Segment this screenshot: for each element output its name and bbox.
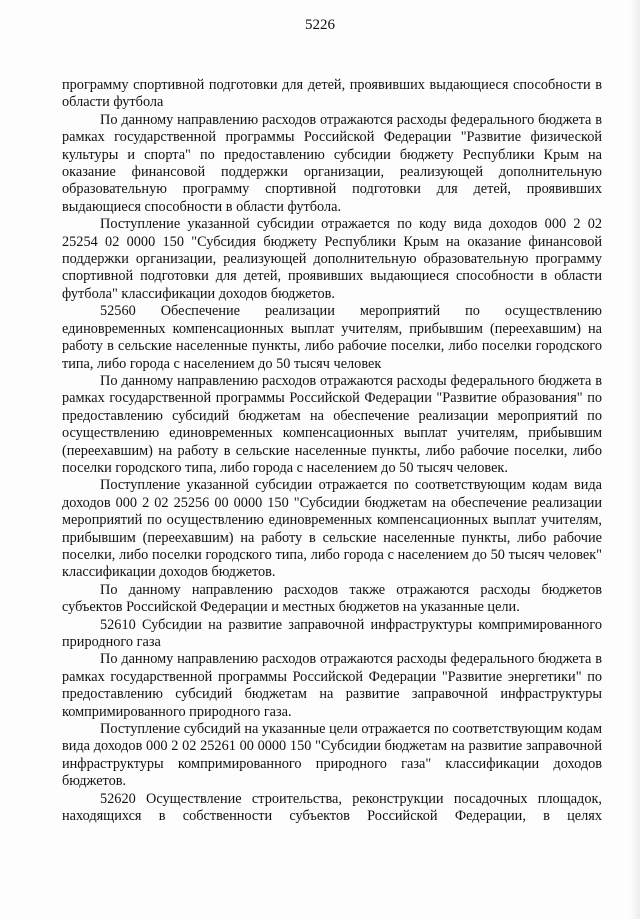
section-heading-52620: 52620 Осуществление строительства, реконструкции посадочных площадок, находящихся в собственности субъектов Российской Федерации, в целях	[62, 790, 602, 825]
paragraph: Поступление указанной субсидии отражается по соответствующим кодам вида доходов 000 2 02 25256 00 0000 150 "Субсидии бюджетам на обеспечение реализации мероприятий по осуществлению единовременных компенсационных выплат учителям, прибывшим (переехавшим) на работу в сельские населенные пункты, либо рабочие поселки, либо поселки городского типа, либо города с населением до 50 тысяч человек" классификации доходов бюджетов.	[62, 477, 602, 581]
paragraph-continuation: программу спортивной подготовки для детей, проявивших выдающиеся способности в области футбола	[62, 77, 602, 111]
document-body	[62, 77, 602, 825]
paragraph: По данному направлению расходов отражаются расходы федерального бюджета в рамках государственной программы Российской Федерации "Развитие образования" по предоставлению субсидий бюджетам на обеспечение реализации мероприятий по осуществлению единовременных компенсационных выплат учителям, прибывшим (переехавшим) на работу в сельские населенные пункты, либо рабочие поселки, либо поселки городского типа, либо города с населением до 50 тысяч человек.	[62, 372, 602, 476]
paragraph: По данному направлению расходов отражаются расходы федерального бюджета в рамках государственной программы Российской Федерации "Развитие физической культуры и спорта" по предоставлению субсидии бюджету Республики Крым на оказание финансовой поддержки организации, реализующей дополнительную образовательную программу спортивной подготовки для детей, проявивших выдающиеся способности в области футбола.	[62, 111, 602, 215]
section-heading-52560: 52560 Обеспечение реализации мероприятий по осуществлению единовременных компенсационных выплат учителям, прибывшим (переехавшим) на работу в сельские населенные пункты, либо рабочие поселки, либо поселки городского типа, либо города с населением до 50 тысяч человек	[62, 303, 602, 372]
paragraph: Поступление субсидий на указанные цели отражается по соответствующим кодам вида доходов 000 2 02 25261 00 0000 150 "Субсидии бюджетам на развитие заправочной инфраструктуры компримированного природного газа" классификации доходов бюджетов.	[62, 721, 602, 790]
page-edge-shadow	[630, 0, 640, 919]
paragraph: Поступление указанной субсидии отражается по коду вида доходов 000 2 02 25254 02 0000 150 "Субсидия бюджету Республики Крым на оказание финансовой поддержки организации, реализующей дополнительную образовательную программу спортивной подготовки для детей, проявивших выдающиеся способности в области футбола" классификации доходов бюджетов.	[62, 216, 602, 302]
page-number: 5226	[305, 17, 335, 33]
paragraph: По данному направлению расходов также отражаются расходы бюджетов субъектов Российской Федерации и местных бюджетов на указанные цели.	[62, 581, 602, 616]
section-heading-52610: 52610 Субсидии на развитие заправочной инфраструктуры компримированного природного газа	[62, 616, 602, 650]
paragraph: По данному направлению расходов отражаются расходы федерального бюджета в рамках государственной программы Российской Федерации "Развитие энергетики" по предоставлению субсидий бюджетам на развитие заправочной инфраструктуры компримированного природного газа.	[62, 651, 602, 720]
